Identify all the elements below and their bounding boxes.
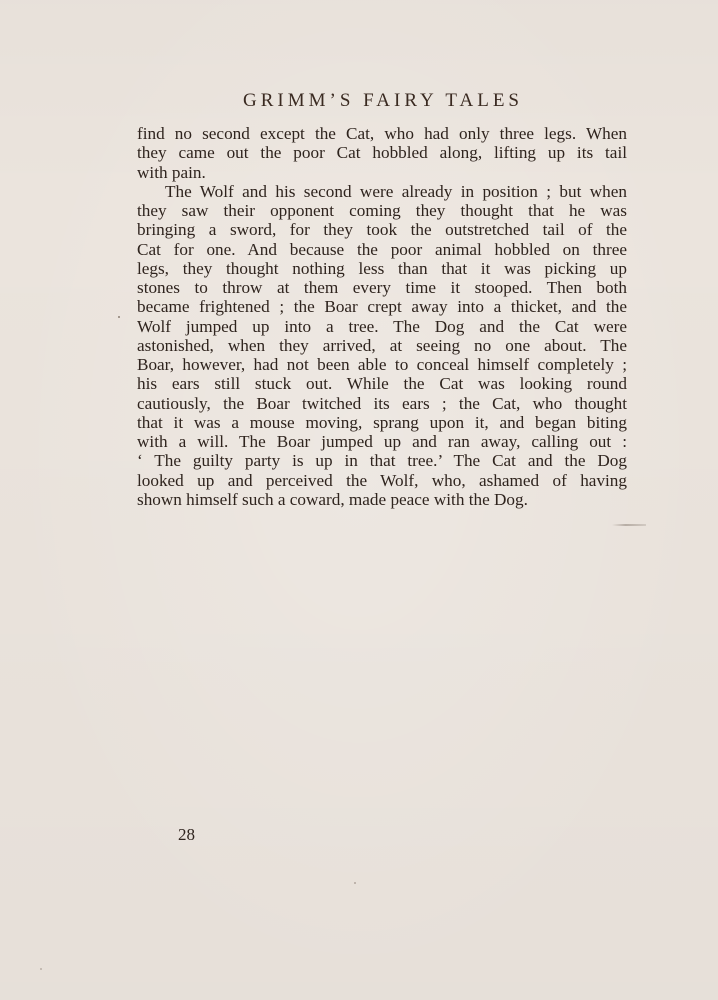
text-line: ‘ The guilty party is up in that tree.’ The Cat and the Dog <box>137 451 627 471</box>
text-line: Boar, however, had not been able to conceal himself completely ; <box>137 355 627 374</box>
text-line: his ears still stuck out. While the Cat was looking round <box>137 374 627 394</box>
text-line: looked up and perceived the Wolf, who, ashamed of having <box>137 470 627 490</box>
text-line: with a will. The Boar jumped up and ran away, calling out : <box>137 432 627 451</box>
running-head: GRIMM’S FAIRY TALES <box>243 90 523 111</box>
paper-speck <box>40 968 42 970</box>
text-line: became frightened ; the Boar crept away into a thicket, and the <box>137 297 627 317</box>
text-line: legs, they thought nothing less than that it was picking up <box>137 258 627 278</box>
text-line: cautiously, the Boar twitched its ears ; the Cat, who thought <box>137 393 627 413</box>
text-line: The Wolf and his second were already in position ; but when <box>165 181 627 201</box>
text-line: find no second except the Cat, who had only three legs. When <box>137 124 627 143</box>
text-line: bringing a sword, for they took the outstretched tail of the <box>137 220 627 240</box>
text-line: Cat for one. And because the poor animal hobbled on three <box>137 239 627 259</box>
text-line: stones to throw at them every time it stooped. Then both <box>137 278 627 297</box>
text-line: with pain. <box>137 162 206 182</box>
paper-speck <box>118 316 120 318</box>
paper-mark <box>612 524 646 526</box>
text-line: shown himself such a coward, made peace with the Dog. <box>137 489 528 509</box>
text-line: they saw their opponent coming they thought that he was <box>137 201 627 220</box>
text-line: astonished, when they arrived, at seeing no one about. The <box>137 335 627 355</box>
page-number: 28 <box>178 825 195 844</box>
paper-speck <box>354 882 356 884</box>
text-line: they came out the poor Cat hobbled along, lifting up its tail <box>137 143 627 163</box>
text-line: Wolf jumped up into a tree. The Dog and the Cat were <box>137 316 627 336</box>
text-line: that it was a mouse moving, sprang upon it, and began biting <box>137 412 627 432</box>
body-text <box>137 124 627 509</box>
